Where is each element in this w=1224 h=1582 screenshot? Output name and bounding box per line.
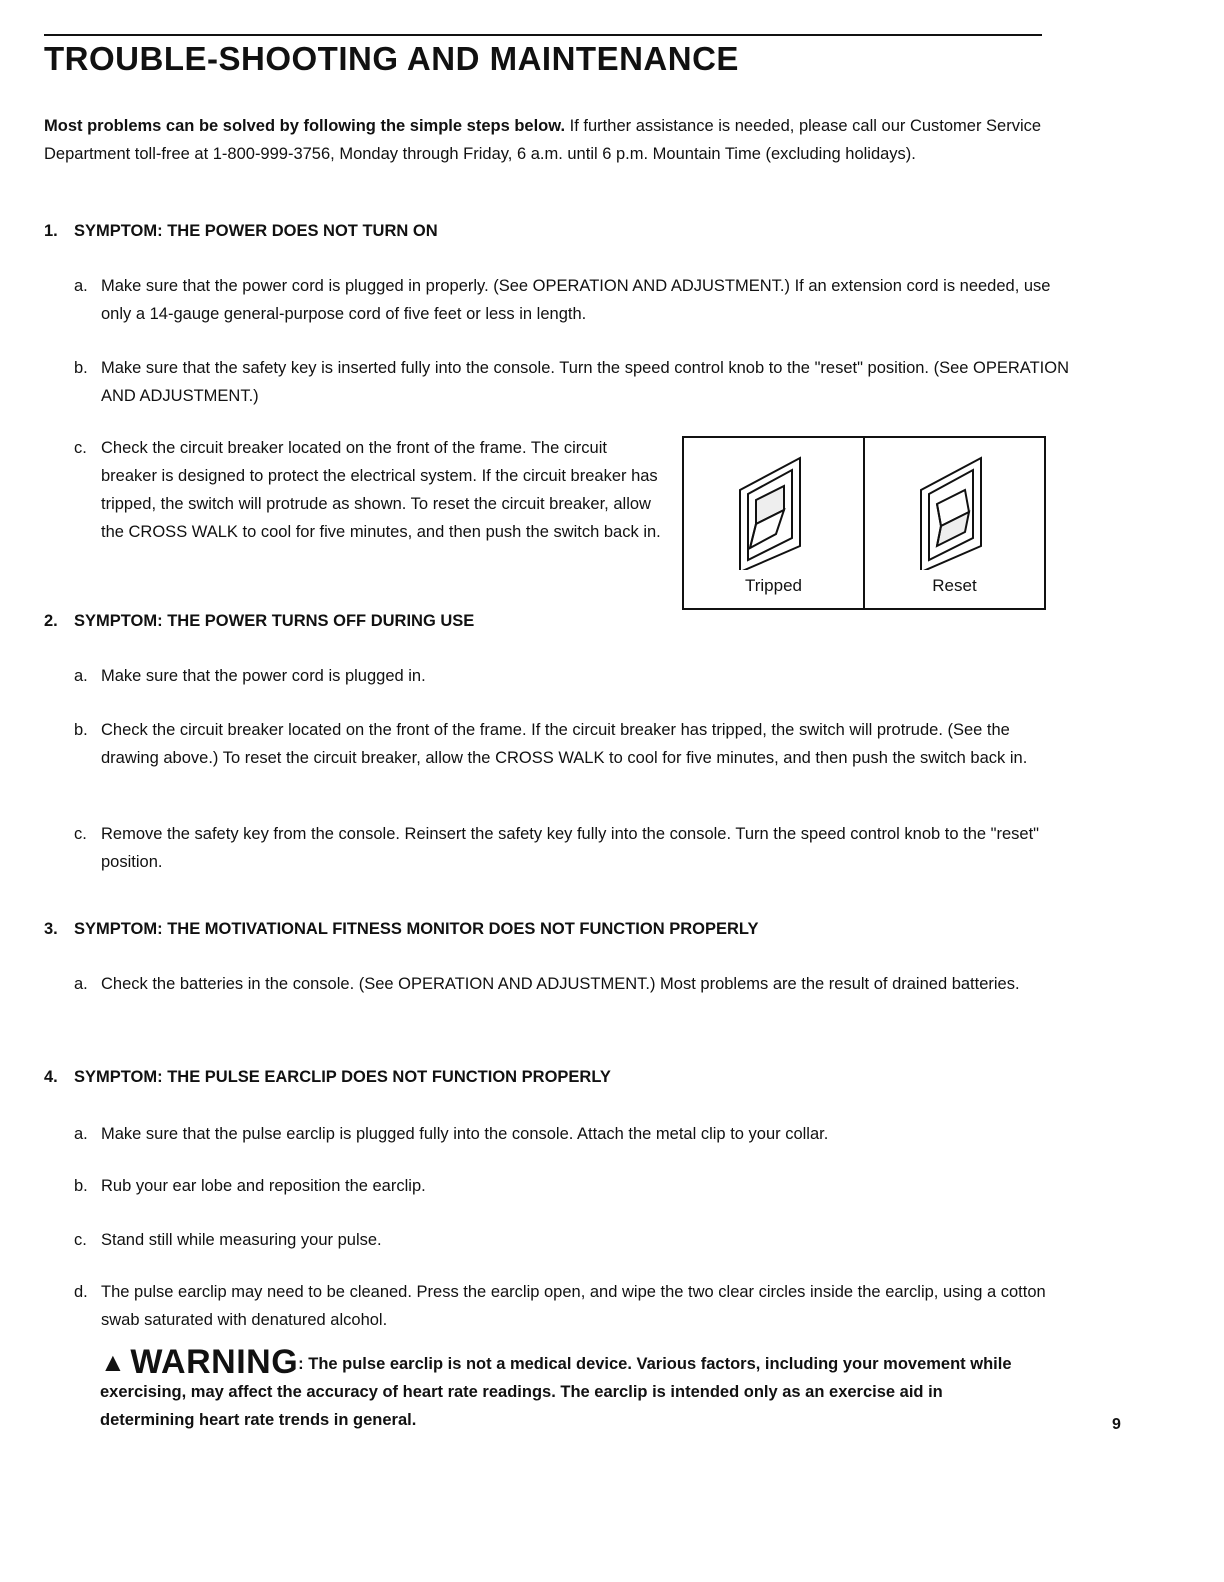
reset-label: Reset	[932, 576, 977, 595]
list-item	[74, 1226, 1071, 1254]
list-item	[74, 272, 1071, 328]
warning-text: : The pulse earclip is not a medical device. Various factors, including your movement while exercising, may affect the accuracy of heart rate readings. The earclip is intended only as an exercise aid in determining heart rate trends in general.	[100, 1355, 1012, 1429]
page-number: 9	[1112, 1416, 1121, 1433]
circuit-breaker-figure	[682, 436, 1046, 610]
warning-triangle-icon: ▲	[100, 1347, 126, 1377]
list-item	[74, 1172, 1071, 1200]
intro-paragraph	[44, 112, 1044, 168]
list-item	[74, 1120, 1071, 1148]
item-text: The pulse earclip may need to be cleaned. Press the earclip open, and wipe the two clear circles inside the earclip, using a cotton swab saturated with denatured alcohol.	[101, 1283, 1046, 1329]
item-text: Remove the safety key from the console. Reinsert the safety key fully into the console. Turn the speed control knob to the "reset" position.	[101, 825, 1040, 871]
tripped-panel	[684, 438, 863, 608]
symptom-title: SYMPTOM: THE POWER DOES NOT TURN ON	[74, 222, 438, 240]
item-text: Make sure that the pulse earclip is plugged fully into the console. Attach the metal clip to your collar.	[101, 1125, 829, 1143]
list-item	[74, 354, 1071, 410]
tripped-label: Tripped	[744, 576, 802, 595]
item-letter: c.	[74, 439, 87, 457]
list-item	[74, 1278, 1071, 1334]
reset-panel	[863, 438, 1044, 608]
intro-rest: If further assistance is needed, please call our Customer Service Department toll-free at 1-800-999-3756, Monday through Friday, 6 a.m. until 6 p.m. Mountain Time (excluding holidays).	[44, 117, 1042, 163]
symptom-title: SYMPTOM: THE PULSE EARCLIP DOES NOT FUNCTION PROPERLY	[74, 1068, 611, 1086]
page-title: TROUBLE-SHOOTING AND MAINTENANCE	[44, 40, 739, 77]
item-letter: a.	[74, 277, 88, 295]
symptom-title: SYMPTOM: THE POWER TURNS OFF DURING USE	[74, 612, 475, 630]
item-text: Check the circuit breaker located on the front of the frame. The circuit breaker is designed to protect the electrical system. If the circuit breaker has tripped, the switch will protrude as shown. To reset the circuit breaker, allow the CROSS WALK to cool for five minutes, and then push the switch back in.	[101, 439, 661, 541]
symptom-number: 2.	[44, 612, 58, 630]
list-item	[74, 662, 1071, 690]
symptom-title: SYMPTOM: THE MOTIVATIONAL FITNESS MONITOR DOES NOT FUNCTION PROPERLY	[74, 920, 759, 938]
warning-notice	[100, 1343, 1020, 1434]
symptom-3-heading	[44, 920, 758, 939]
symptom-1-heading	[44, 222, 438, 241]
item-text: Stand still while measuring your pulse.	[101, 1231, 382, 1249]
item-letter: c.	[74, 825, 87, 843]
item-letter: c.	[74, 1231, 87, 1249]
symptom-2-heading	[44, 612, 474, 631]
item-text: Check the circuit breaker located on the front of the frame. If the circuit breaker has tripped, the switch will protrude. (See the drawing above.) To reset the circuit breaker, allow the CROSS WALK to cool for five minutes, and then push the switch back in.	[101, 721, 1028, 767]
item-text: Rub your ear lobe and reposition the earclip.	[101, 1177, 426, 1195]
warning-word: WARNING	[130, 1343, 299, 1381]
list-item	[74, 970, 1071, 998]
top-rule	[44, 34, 1042, 36]
symptom-number: 3.	[44, 920, 58, 938]
item-letter: a.	[74, 975, 88, 993]
item-text: Make sure that the power cord is plugged in properly. (See OPERATION AND ADJUSTMENT.) If an extension cord is needed, use only a 14-gauge general-purpose cord of five feet or less in length.	[101, 277, 1051, 323]
list-item	[74, 820, 1071, 876]
item-text: Check the batteries in the console. (See OPERATION AND ADJUSTMENT.) Most problems are the result of drained batteries.	[101, 975, 1020, 993]
item-text: Make sure that the safety key is inserted fully into the console. Turn the speed control knob to the "reset" position. (See OPERATION AND ADJUSTMENT.)	[101, 359, 1069, 405]
item-letter: a.	[74, 1125, 88, 1143]
item-text: Make sure that the power cord is plugged in.	[101, 667, 426, 685]
item-letter: d.	[74, 1283, 88, 1301]
symptom-4-heading	[44, 1068, 611, 1087]
list-item	[74, 716, 1071, 772]
item-letter: b.	[74, 1177, 88, 1195]
reset-switch-icon	[913, 450, 1003, 570]
list-item	[74, 434, 661, 546]
item-letter: b.	[74, 721, 88, 739]
symptom-number: 1.	[44, 222, 58, 240]
item-letter: b.	[74, 359, 88, 377]
item-letter: a.	[74, 667, 88, 685]
intro-lead: Most problems can be solved by following the simple steps below.	[44, 117, 566, 135]
tripped-switch-icon	[732, 450, 822, 570]
symptom-number: 4.	[44, 1068, 58, 1086]
